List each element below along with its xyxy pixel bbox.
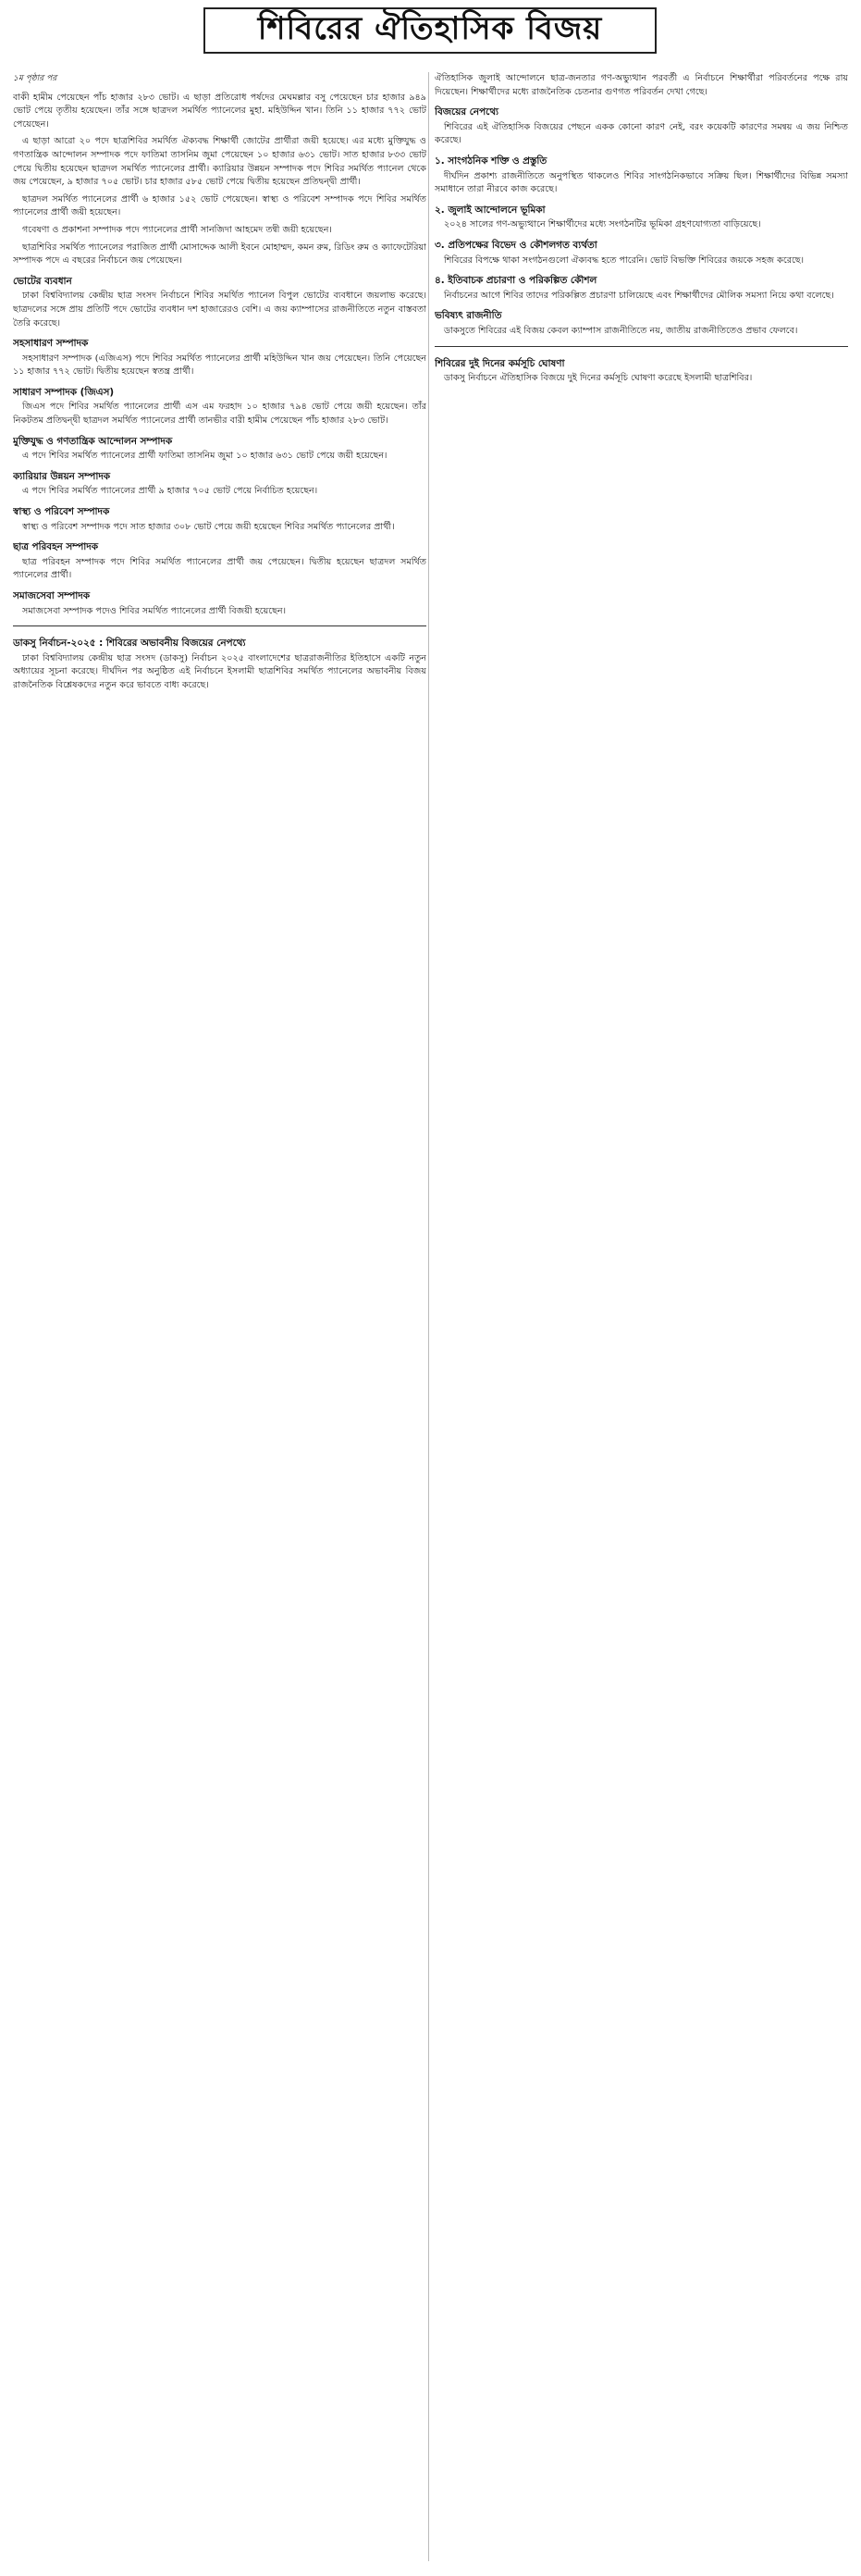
section-text: ছাত্র পরিবহন সম্পাদক পদে শিবির সমর্থিত প্যানেলের প্রার্থী জয় পেয়েছেন। দ্বিতীয় হয়েছেন ছাত্রদল সমর্থিত প্যানেলের প্রার্থী। [13,556,426,581]
section-text: ২০২৪ সালের গণ-অভ্যুত্থানে শিক্ষার্থীদের মধ্যে সংগঠনটির ভূমিকা গ্রহণযোগ্যতা বাড়িয়েছে। [444,219,761,230]
section-heading: ১. সাংগঠনিক শক্তি ও প্রস্তুতি [435,155,547,167]
section-text: ঢাকা বিশ্ববিদ্যালয় কেন্দ্রীয় ছাত্র সংসদ নির্বাচনে শিবির সমর্থিত প্যানেল বিপুল ভোটের ব্যবধানে জয়লাভ করেছে। ছাত্রদলের সঙ্গে প্রায় প্রতিটি পদে ভোটের ব্যবধান দশ হাজারেরও বেশি। এ জয় ক্যাম্পাসের রাজনীতিতে নতুন বাস্তবতা তৈরি করেছে। [13,291,426,328]
section-heading: সাধারণ সম্পাদক (জিএস) [13,386,115,398]
section-text: স্বাস্থ্য ও পরিবেশ সম্পাদক পদে সাত হাজার ৩০৮ ভোট পেয়ে জয়ী হয়েছেন শিবির সমর্থিত প্যানেলের প্রার্থী। [22,521,395,532]
section-heading: ভোটের ব্যবধান [13,275,72,287]
article-paragraph: ঐতিহাসিক জুলাই আন্দোলনে ছাত্র-জনতার গণ-অভ্যুত্থান পরবর্তী এ নির্বাচনে শিক্ষার্থীরা পরিবর্তনের পক্ষে রায় দিয়েছেন। শিক্ষার্থীদের মধ্যে রাজনৈতিক চেতনার গুণগত পরিবর্তন দেখা গেছে। [435,73,848,97]
section-heading: সহসাধারণ সম্পাদক [13,338,89,350]
page-title: শিবিরের ঐতিহাসিক বিজয় [203,7,657,54]
article-paragraph: ছাত্রশিবির সমর্থিত প্যানেলের পরাজিত প্রার্থী মোসাদ্দেক আলী ইবনে মোহাম্মদ, কমন রুম, রিডিং রুম ও ক্যাফেটেরিয়া সম্পাদক পদে এ বছরের নির্বাচনে জয় পেয়েছেন। [13,242,426,266]
sub-article-heading: ডাকসু নির্বাচন-২০২৫ : শিবিরের অভাবনীয় বিজয়ের নেপথ্যে [13,638,246,650]
sub-article-text: ডাকসু নির্বাচনে ঐতিহাসিক বিজয়ে দুই দিনের কর্মসূচি ঘোষণা করেছে ইসলামী ছাত্রশিবির। [444,373,753,384]
column-divider [428,72,429,2561]
article-paragraph: বাকী হামীম পেয়েছেন পাঁচ হাজার ২৮৩ ভোট। এ ছাড়া প্রতিরোধ পর্ষদের মেঘমল্লার বসু পেয়েছেন চার হাজার ৯৪৯ ভোট পেয়ে তৃতীয় হয়েছেন। তাঁর সঙ্গে ছাত্রদল সমর্থিত প্যানেলের মুহা. মহিউদ্দিন খান। তিনি ১১ হাজার ৭৭২ ভোট পেয়েছেন। [13,92,426,130]
left-column [13,72,426,2561]
section-text: সহসাধারণ সম্পাদক (এজিএস) পদে শিবির সমর্থিত প্যানেলের প্রার্থী মহিউদ্দিন খান জয় পেয়েছেন। তিনি পেয়েছেন ১১ হাজার ৭৭২ ভোট। দ্বিতীয় হয়েছেন স্বতন্ত্র প্রার্থী। [13,353,426,378]
section-heading: ছাত্র পরিবহন সম্পাদক [13,541,99,553]
sub-article [435,346,848,386]
section-text: নির্বাচনের আগে শিবির তাদের পরিকল্পিত প্রচারণা চালিয়েছে এবং শিক্ষার্থীদের মৌলিক সমস্যা নিয়ে কথা বলেছে। [444,290,834,301]
sub-article-text: ঢাকা বিশ্ববিদ্যালয় কেন্দ্রীয় ছাত্র সংসদ (ডাকসু) নির্বাচন ২০২৫ বাংলাদেশের ছাত্ররাজনীতির ইতিহাসে একটি নতুন অধ্যায়ের সূচনা করেছে। দীর্ঘদিন পর অনুষ্ঠিত এই নির্বাচনে ইসলামী ছাত্রশিবির সমর্থিত প্যানেলের অভাবনীয় বিজয় রাজনৈতিক বিশ্লেষকদের নতুন করে ভাবতে বাধ্য করেছে। [13,652,426,690]
section-heading: ক্যারিয়ার উন্নয়ন সম্পাদক [13,470,111,482]
right-column [435,72,848,2561]
section-heading: ৩. প্রতিপক্ষের বিভেদ ও কৌশলগত ব্যর্থতা [435,239,597,251]
section-text: ডাকসুতে শিবিরের এই বিজয় কেবল ক্যাম্পাস রাজনীতিতে নয়, জাতীয় রাজনীতিতেও প্রভাব ফেলবে। [444,325,798,336]
article-paragraph: এ ছাড়া আরো ২০ পদে ছাত্রশিবির সমর্থিত ঐক্যবদ্ধ শিক্ষার্থী জোটের প্রার্থীরা জয়ী হয়েছে। এর মধ্যে মুক্তিযুদ্ধ ও গণতান্ত্রিক আন্দোলন সম্পাদক পদে ফাতিমা তাসনিম জুমা পেয়েছেন ১০ হাজার ৬৩১ ভোট। সাত হাজার ৮৩৩ ভোট পেয়ে দ্বিতীয় হয়েছেন ছাত্রদল সমর্থিত প্যানেলের প্রার্থী। ক্যারিয়ার উন্নয়ন সম্পাদক পদে শিবির সমর্থিত প্যানেল থেকে জয় পেয়েছেন, ৯ হাজার ৭০৫ ভোট। চার হাজার ৫৮৫ ভোট পেয়ে দ্বিতীয় হয়েছেন প্রতিদ্বন্দ্বী প্রার্থী। [13,136,426,188]
section-heading: স্বাস্থ্য ও পরিবেশ সম্পাদক [13,506,110,518]
section-heading: ভবিষ্যৎ রাজনীতি [435,310,502,322]
section-text: দীর্ঘদিন প্রকাশ্য রাজনীতিতে অনুপস্থিত থাকলেও শিবির সাংগঠনিকভাবে সক্রিয় ছিল। শিক্ষার্থীদের বিভিন্ন সমস্যা সমাধানে তারা নীরবে কাজ করেছে। [435,170,848,195]
section-heading: মুক্তিযুদ্ধ ও গণতান্ত্রিক আন্দোলন সম্পাদক [13,435,173,447]
section-text: সমাজসেবা সম্পাদক পদেও শিবির সমর্থিত প্যানেলের প্রার্থী বিজয়ী হয়েছেন। [22,605,287,616]
section-text: জিএস পদে শিবির সমর্থিত প্যানেলের প্রার্থী এস এম ফরহাদ ১০ হাজার ৭৯৪ ভোট পেয়ে জয়ী হয়েছেন। তাঁর নিকটতম প্রতিদ্বন্দ্বী ছাত্রদল সমর্থিত প্যানেলের প্রার্থী তানভীর বারী হামীম পেয়েছেন পাঁচ হাজার ২৮৩ ভোট। [13,402,426,427]
section-heading: ২. জুলাই আন্দোলনে ভূমিকা [435,204,546,216]
article-paragraph: গবেষণা ও প্রকাশনা সম্পাদক পদে প্যানেলের প্রার্থী সানজিদা আহমেদ তন্বী জয়ী হয়েছেন। [22,224,332,235]
sub-article [13,625,426,692]
section-text: এ পদে শিবির সমর্থিত প্যানেলের প্রার্থী ৯ হাজার ৭০৫ ভোট পেয়ে নির্বাচিত হয়েছেন। [22,486,318,497]
sub-article-heading: শিবিরের দুই দিনের কর্মসূচি ঘোষণা [435,357,565,369]
section-heading: ৪. ইতিবাচক প্রচারণা ও পরিকল্পিত কৌশল [435,275,597,287]
section-text: এ পদে শিবির সমর্থিত প্যানেলের প্রার্থী ফাতিমা তাসনিম জুমা ১০ হাজার ৬৩১ ভোট পেয়ে জয়ী হয়েছেন। [22,451,387,462]
continued-note: ১ম পৃষ্ঠার পর [13,74,57,83]
masthead [0,0,861,65]
section-text: শিবিরের বিপক্ষে থাকা সংগঠনগুলো ঐক্যবদ্ধ হতে পারেনি। ভোট বিভক্তি শিবিরের জয়কে সহজ করেছে। [444,254,805,266]
section-text: শিবিরের এই ঐতিহাসিক বিজয়ের পেছনে একক কোনো কারণ নেই, বরং কয়েকটি কারণের সমন্বয় এ জয় নিশ্চিত করেছে। [435,121,848,146]
section-heading: বিজয়ের নেপথ্যে [435,106,499,118]
section-heading: সমাজসেবা সম্পাদক [13,590,91,601]
article-paragraph: ছাত্রদল সমর্থিত প্যানেলের প্রার্থী ৬ হাজার ১৫২ ভোট পেয়েছেন। স্বাস্থ্য ও পরিবেশ সম্পাদক পদে শিবির সমর্থিত প্যানেলের প্রার্থী জয়ী হয়েছেন। [13,193,426,218]
